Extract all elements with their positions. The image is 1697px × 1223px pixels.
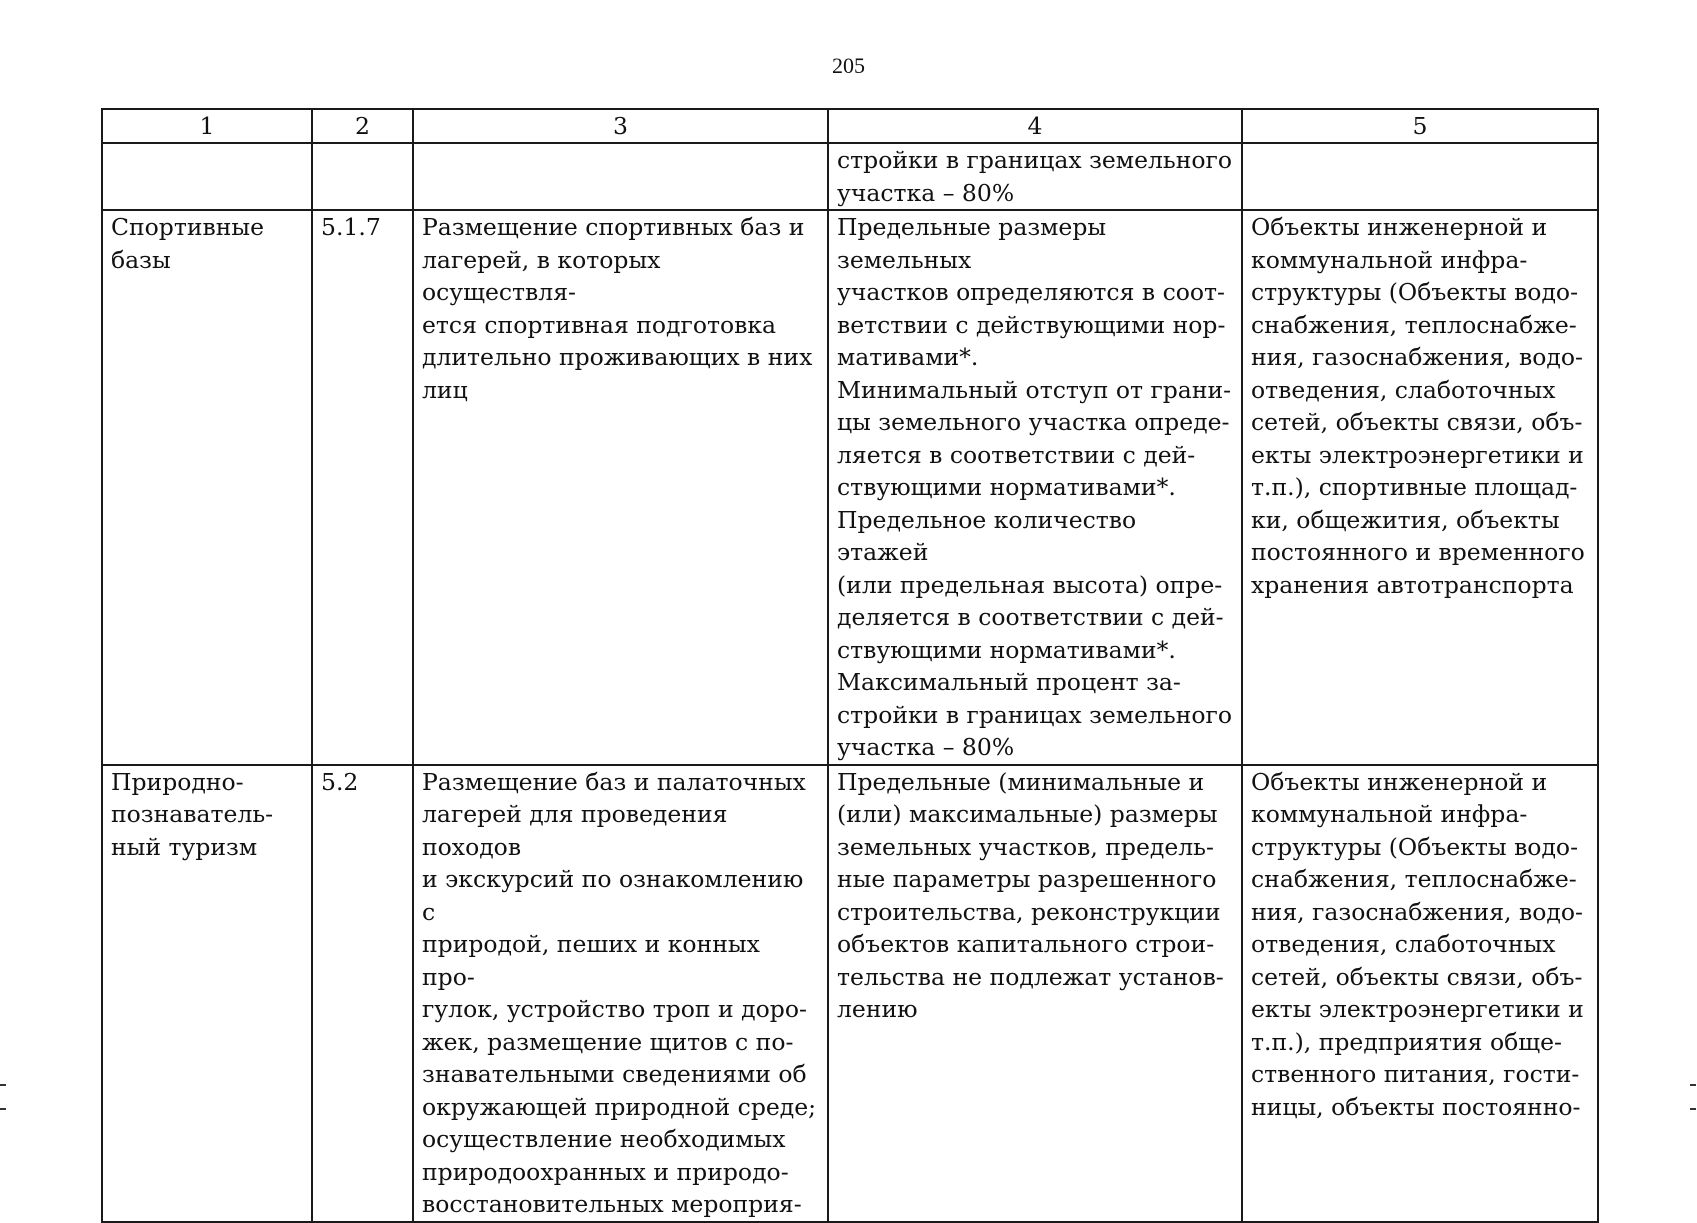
auxiliary-uses-text: Объекты инженерной и коммунальной инфра- структуры (Объекты водо- снабжения, теплоснабже- ния, газоснабжения, водо- отведения, слаботочных сетей, объекты связи, объ- екты электроэнергетики и т.п.), спортивные площад- ки, общежития, объекты постоянного и временного хранения автотранспорта [1251, 213, 1585, 599]
use-code-cell [312, 143, 413, 210]
use-code: 5.2 [321, 767, 359, 796]
parameters-cell [828, 143, 1242, 210]
use-description-cell [413, 143, 828, 210]
scan-margin-mark [1690, 1084, 1696, 1086]
table-row [102, 210, 1598, 765]
scan-margin-mark [0, 1108, 6, 1110]
parameters-text: Предельные (минимальные и (или) максимальные) размеры земельных участков, предель- ные параметры разрешенного строительства, реконструкции объектов капитального строи- тельства не подлежат установ- лению [837, 767, 1224, 1023]
column-header-1: 1 [102, 109, 312, 143]
parameters-cell [828, 765, 1242, 1222]
table-row [102, 765, 1598, 1222]
use-description-cell [413, 210, 828, 765]
table-header [102, 109, 1598, 143]
auxiliary-uses-cell [1242, 143, 1598, 210]
column-header-2: 2 [312, 109, 413, 143]
use-name: Спортивные базы [111, 213, 265, 274]
column-header-3: 3 [413, 109, 828, 143]
parameters-text: стройки в границах земельного участка – 80% [837, 146, 1232, 207]
use-name: Природно- познаватель- ный туризм [111, 767, 274, 861]
page-number: 205 [832, 53, 865, 78]
column-header-4: 4 [828, 109, 1242, 143]
use-description: Размещение спортивных баз и лагерей, в которых осуществля- ется спортивная подготовка длительно проживающих в них лиц [422, 213, 813, 404]
use-code-cell [312, 765, 413, 1222]
table-body [102, 143, 1598, 1222]
use-code: 5.1.7 [321, 213, 381, 241]
use-code-cell [312, 210, 413, 765]
table-row [102, 143, 1598, 210]
land-use-regulations-table [101, 108, 1599, 1223]
use-description-cell [413, 765, 828, 1222]
parameters-text: Предельные размеры земельных участков определяются в соот- ветствии с действующими нор- мативами*. Минимальный отступ от грани- цы земельного участка опреде- ляется в соответствии с дей- ствующими нормативами*. Предельное количество этажей (или предельная высота) опре- деляется в соответствии с дей- ствующими нормативами*. Максимальный процент за- стройки в границах земельного участка – 80% [837, 213, 1232, 761]
auxiliary-uses-cell [1242, 765, 1598, 1222]
use-description: Размещение баз и палаточных лагерей для проведения походов и экскурсий по ознакомлению с природой, пеших и конных про- гулок, устройство троп и доро- жек, размещение щитов с по- знавательными сведениями об окружающей природной среде; осуществление необходимых природоохранных и природо- восстановительных мероприя- [422, 767, 817, 1218]
use-name-cell [102, 765, 312, 1222]
header-row [102, 109, 1598, 143]
parameters-cell [828, 210, 1242, 765]
scan-margin-mark [0, 1084, 6, 1086]
scan-margin-mark [1690, 1108, 1696, 1110]
auxiliary-uses-cell [1242, 210, 1598, 765]
column-header-5: 5 [1242, 109, 1598, 143]
use-name-cell [102, 210, 312, 765]
use-name-cell [102, 143, 312, 210]
auxiliary-uses-text: Объекты инженерной и коммунальной инфра- структуры (Объекты водо- снабжения, теплоснабже- ния, газоснабжения, водо- отведения, слаботочных сетей, объекты связи, объ- екты электроэнергетики и т.п.), предприятия обще- ственного питания, гости- ницы, объекты постоянно- [1251, 767, 1584, 1121]
